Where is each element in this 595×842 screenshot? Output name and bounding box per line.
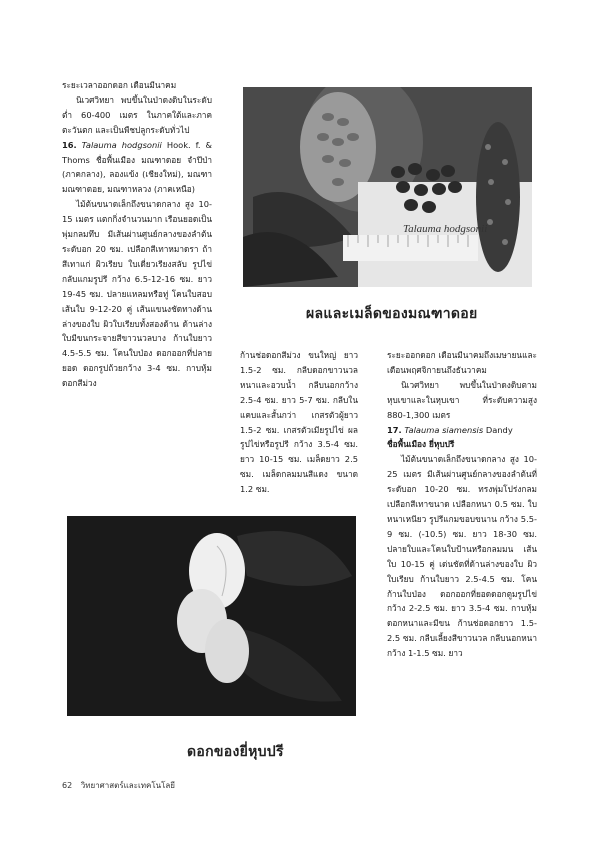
middle-text-column: [240, 348, 358, 497]
species-entry-17: [387, 423, 537, 453]
right-text-column: [387, 348, 537, 661]
local-names: ชื่อพื้นเมือง ยี่หุบปรี: [387, 439, 455, 450]
description-paragraph: ไม้ต้นขนาดเล็กถึงขนาดกลาง สูง 10-15 เมตร แตกกิ่งจำนวนมาก เรือนยอดเป็นพุ่มกลมทึบ มีเส้นผ่านศูนย์กลางของลำต้นระดับอก 20 ซม. เปลือกสีเทาหมาดรา ถ้าสีเทาแก่ ผิวเรียบ ใบเดี่ยวเรียงสลับ รูปไข่กลับแกมรูปรี กว้าง 6.5-12-16 ซม. ยาว 19-45 ซม. ปลายแหลมหรือทู่ โคนใบสอบ เส้นใบ 9-12-20 คู่ เส้นแขนงชัดทางด้านล่างของใบ ผิวใบเรียบทั้งสองด้าน ด้านล่างใบมีขนกระจายสีขาวนวลบาง ก้านใบยาว 4.5-5.5 ซม. โคนใบป่อง ดอกออกที่ปลายยอด ดอกรูปถ้วยกว้าง 3-4 ซม. กาบหุ้มดอกสีม่วง: [62, 199, 212, 389]
flower-photo-caption: ดอกของยี่หุบปรี: [187, 744, 284, 760]
flower-photo: [67, 516, 356, 716]
flower-illustration: [67, 516, 356, 716]
author-citation: Hook. f. & Thoms: [62, 139, 212, 165]
page-footer: [62, 779, 181, 792]
local-names: ชื่อพื้นเมือง มณฑาดอย จำปีป่า (ภาคกลาง), ลองแข้ง (เชียงใหม่), มณฑา มณฑาดอย, มณฑาหลวง (ภาคเหนือ): [62, 154, 213, 195]
species-entry-16: [62, 138, 212, 198]
left-text-column: [62, 78, 212, 391]
flowering-period: ระยะเวลาออกดอก เดือนมีนาคม: [62, 80, 177, 90]
entry-number: 17.: [387, 424, 402, 435]
scientific-name: Talauma hodgsonii: [81, 139, 162, 150]
page-number: 62: [62, 781, 73, 790]
ecology-paragraph: นิเวศวิทยา พบขึ้นในป่าดงดิบในระดับต่ำ 60-400 เมตร ในภาคใต้และภาคตะวันตก และเป็นพืชปลูกระดับทั่วไป: [62, 94, 212, 135]
flowering-period: ระยะออกดอก เดือนมีนาคมถึงเมษายนและเดือนพฤศจิกายนถึงธันวาคม: [387, 350, 537, 375]
specimen-label: Talauma hodgsonii: [403, 223, 488, 235]
entry-number: 16.: [62, 139, 77, 150]
scientific-name: Talauma siamensis: [404, 424, 484, 435]
author-citation: Dandy: [485, 424, 513, 435]
description-paragraph: ไม้ต้นขนาดเล็กถึงขนาดกลาง สูง 10-25 เมตร มีเส้นผ่านศูนย์กลางของลำต้นที่ระดับอก 10-20 ซม. ทรงพุ่มโปร่งกลม เปลือกสีเทาขนาด เปลือกหนา 0.5 ซม. ใบหนาเหนียว รูปรีแกมขอบขนาน กว้าง 5.5-9 ซม. (-10.5) ซม. ยาว 18-30 ซม. ปลายใบและโคนใบป้านหรือกลมมน เส้นใบ 10-15 คู่ เด่นชัดที่ด้านล่างของใบ ผิวใบเรียบ ก้านใบยาว 2.5-4.5 ซม. โคนก้านใบป่อง ดอกออกที่ยอดดอกตูมรูปไข่ กว้าง 2-2.5 ซม. ยาว 3.5-4 ซม. กาบหุ้มดอกหนาและมีขน ก้านช่อดอกยาว 1.5-2.5 ซม. กลีบเลี้ยงสีขาวนวล กลีบนอกหนา กว้าง 1-1.5 ซม. ยาว: [387, 454, 537, 659]
fruit-seed-photo: [243, 87, 532, 287]
description-continued: ก้านช่อดอกสีม่วง ขนใหญ่ ยาว 1.5-2 ซม. กลีบดอกขาวนวล หนาและอวบน้ำ กลีบนอกกว้าง 2.5-4 ซม. ยาว 5-7 ซม. กลีบในแคบและสั้นกว่า เกสรตัวผู้ยาว 1.5-2 ซม. เกสรตัวเมียรูปไข่ ผลรูปไข่หรือรูปรี กว้าง 3.5-4 ซม. ยาว 10-15 ซม. เมล็ดยาว 2.5 ซม. เมล็ดกลมมนสีแดง ขนาด 1.2 ซม.: [240, 350, 358, 495]
journal-name: วิทยาศาสตร์และเทคโนโลยี: [80, 781, 175, 790]
fruit-seed-illustration: [243, 87, 532, 287]
ecology-paragraph: นิเวศวิทยา พบขึ้นในป่าดงดิบตามหุบเขาและในหุบเขา ที่ระดับความสูง 880-1,300 เมตร: [387, 379, 537, 420]
fruit-photo-caption: ผลและเมล็ดของมณฑาดอย: [306, 306, 478, 322]
